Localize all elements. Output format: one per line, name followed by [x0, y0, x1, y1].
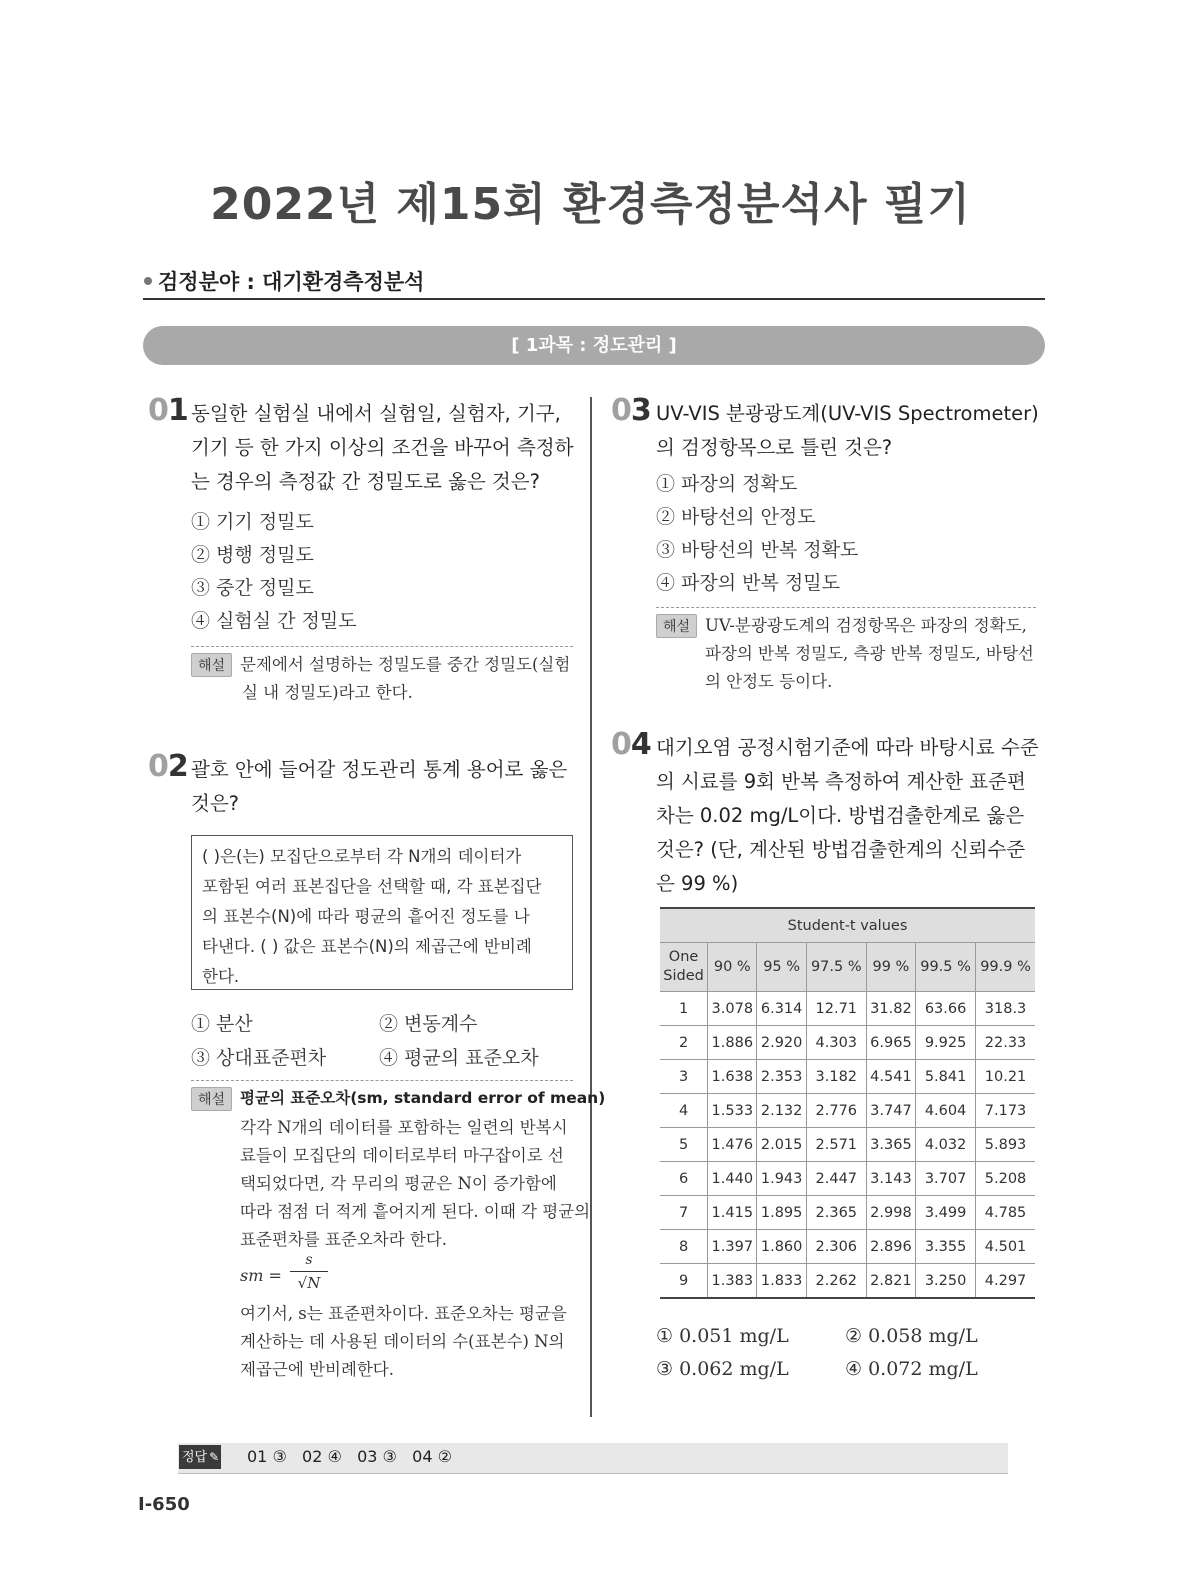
table-cell: 63.66	[916, 992, 976, 1026]
question-line: 괄호 안에 들어갈 정도관리 통계 용어로 옳은	[191, 758, 568, 781]
table-cell: 2.306	[806, 1230, 866, 1264]
table-cell: 3.182	[806, 1060, 866, 1094]
table-corner-header	[660, 943, 708, 992]
table-cell: 318.3	[976, 992, 1035, 1026]
table-row	[660, 1060, 1035, 1094]
explanation-divider	[656, 607, 1036, 608]
formula-denominator: √N	[297, 1274, 321, 1292]
table-cell: 4.785	[976, 1196, 1035, 1230]
table-cell: 1.886	[708, 1026, 757, 1060]
table-row	[660, 1128, 1035, 1162]
table-cell: 4.501	[976, 1230, 1035, 1264]
explanation-line: 계산하는 데 사용된 데이터의 수(표본수) N의	[240, 1332, 565, 1351]
table-cell: 2.821	[866, 1264, 915, 1299]
table-cell: 1.397	[708, 1230, 757, 1264]
table-cell: 2.896	[866, 1230, 915, 1264]
table-row	[660, 1196, 1035, 1230]
table-row-header: 2	[660, 1026, 708, 1060]
table-cell: 3.707	[916, 1162, 976, 1196]
table-cell: 2.998	[866, 1196, 915, 1230]
bullet-icon	[144, 277, 152, 285]
option-3[interactable]: ③ 중간 정밀도	[191, 577, 314, 599]
question-number-03	[611, 393, 651, 428]
option-1[interactable]: ① 기기 정밀도	[191, 511, 314, 533]
option-3[interactable]: ③ 바탕선의 반복 정확도	[656, 539, 859, 561]
explanation-line: 제곱근에 반비례한다.	[240, 1360, 394, 1379]
table-cell: 3.499	[916, 1196, 976, 1230]
explanation-line: 표준편차를 표준오차라 한다.	[240, 1230, 448, 1249]
table-col-header: 99.5 %	[916, 943, 976, 992]
table-cell: 3.365	[866, 1128, 915, 1162]
question-number-prefix: 0	[148, 393, 168, 428]
table-cell: 1.383	[708, 1264, 757, 1299]
question-line: 의 시료를 9회 반복 측정하여 계산한 표준편	[656, 770, 1026, 793]
answer-tag-label: 정답	[182, 1450, 208, 1465]
option-4[interactable]: ④ 평균의 표준오차	[379, 1047, 539, 1069]
corner-line: One	[668, 949, 699, 965]
table-cell: 12.71	[806, 992, 866, 1026]
explanation-02b	[240, 1300, 567, 1384]
question-line: 차는 0.02 mg/L이다. 방법검출한계로 옳은	[656, 804, 1025, 827]
question-number-04	[611, 727, 651, 762]
explanation-tag: 해설	[656, 614, 697, 638]
table-caption: Student-t values	[660, 908, 1035, 943]
table-cell: 4.541	[866, 1060, 915, 1094]
question-number-prefix: 0	[611, 393, 631, 428]
table-cell: 22.33	[976, 1026, 1035, 1060]
explanation-tag: 해설	[191, 653, 232, 677]
table-cell: 3.078	[708, 992, 757, 1026]
option-4[interactable]: ④ 실험실 간 정밀도	[191, 610, 357, 632]
table-row	[660, 1026, 1035, 1060]
table-cell: 31.82	[866, 992, 915, 1026]
question-04-text	[656, 731, 1039, 901]
question-number-01	[148, 393, 188, 428]
table-row-header: 1	[660, 992, 708, 1026]
table-cell: 2.353	[757, 1060, 806, 1094]
question-line: 동일한 실험실 내에서 실험일, 실험자, 기구,	[191, 402, 561, 425]
table-cell: 10.21	[976, 1060, 1035, 1094]
question-line: 대기오염 공정시험기준에 따라 바탕시료 수준	[656, 736, 1039, 759]
option-2[interactable]: ② 변동계수	[379, 1013, 478, 1035]
answer-key: 01 ③ 02 ④ 03 ③ 04 ②	[247, 1447, 452, 1466]
question-line: 는 경우의 측정값 간 정밀도로 옳은 것은?	[191, 470, 540, 493]
explanation-line: 각각 N개의 데이터를 포함하는 일련의 반복시	[240, 1118, 568, 1137]
table-cell: 4.297	[976, 1264, 1035, 1299]
explanation-line: 실 내 정밀도)라고 한다.	[242, 683, 413, 702]
table-cell: 6.965	[866, 1026, 915, 1060]
table-row	[660, 992, 1035, 1026]
question-line: 의 검정항목으로 틀린 것은?	[656, 436, 893, 459]
table-cell: 4.303	[806, 1026, 866, 1060]
table-col-header: 95 %	[757, 943, 806, 992]
table-cell: 3.143	[866, 1162, 915, 1196]
box-line: 타낸다. ( ) 값은 표본수(N)의 제곱근에 반비례	[202, 937, 532, 956]
question-line: UV-VIS 분광광도계(UV-VIS Spectrometer)	[656, 402, 1039, 425]
explanation-line: 의 안정도 등이다.	[705, 672, 833, 691]
option-2[interactable]: ② 병행 정밀도	[191, 544, 314, 566]
table-col-header: 90 %	[708, 943, 757, 992]
option-1[interactable]: ① 파장의 정확도	[656, 473, 798, 495]
explanation-01	[240, 651, 570, 707]
table-row-header: 9	[660, 1264, 708, 1299]
table-cell: 2.132	[757, 1094, 806, 1128]
table-col-header: 97.5 %	[806, 943, 866, 992]
table-cell: 2.262	[806, 1264, 866, 1299]
table-row-header: 5	[660, 1128, 708, 1162]
fraction-bar	[290, 1271, 328, 1272]
table-col-header: 99.9 %	[976, 943, 1035, 992]
subject-bar: [ 1과목 : 정도관리 ]	[143, 326, 1045, 365]
table-body	[660, 992, 1035, 1299]
pencil-icon: ✎	[209, 1450, 220, 1464]
table-row-header: 7	[660, 1196, 708, 1230]
question-number-digit: 3	[630, 393, 651, 428]
table-cell: 7.173	[976, 1094, 1035, 1128]
table-row-header: 4	[660, 1094, 708, 1128]
option-1[interactable]: ① 0.051 mg/L	[656, 1325, 789, 1347]
box-line: 포함된 여러 표본집단을 선택할 때, 각 표본집단	[202, 877, 542, 896]
option-1[interactable]: ① 분산	[191, 1013, 253, 1035]
box-line: 의 표본수(N)에 따라 평균의 흩어진 정도를 나	[202, 907, 530, 926]
option-4[interactable]: ④ 0.072 mg/L	[845, 1358, 978, 1380]
table-row-header: 6	[660, 1162, 708, 1196]
question-number-digit: 2	[167, 749, 188, 784]
field-heading	[144, 266, 424, 296]
question-02-box	[191, 835, 573, 990]
explanation-tag: 해설	[191, 1087, 232, 1111]
box-line: 한다.	[202, 967, 240, 986]
table-cell: 4.032	[916, 1128, 976, 1162]
question-line: 것은?	[191, 792, 240, 815]
explanation-divider	[191, 646, 573, 647]
option-4[interactable]: ④ 파장의 반복 정밀도	[656, 572, 840, 594]
table-cell: 3.747	[866, 1094, 915, 1128]
column-divider	[590, 397, 592, 1417]
table-cell: 1.860	[757, 1230, 806, 1264]
explanation-02	[240, 1114, 590, 1254]
question-number-prefix: 0	[148, 749, 168, 784]
explanation-heading: 평균의 표준오차(sm, standard error of mean)	[240, 1089, 606, 1107]
table-cell: 2.365	[806, 1196, 866, 1230]
table-cell: 1.833	[757, 1264, 806, 1299]
table-cell: 2.776	[806, 1094, 866, 1128]
formula-numerator: s	[305, 1252, 313, 1268]
table-cell: 5.208	[976, 1162, 1035, 1196]
answer-tag	[179, 1445, 221, 1469]
table-cell: 2.015	[757, 1128, 806, 1162]
question-number-digit: 1	[167, 393, 188, 428]
question-02-text	[191, 753, 567, 821]
table-cell: 6.314	[757, 992, 806, 1026]
question-number-digit: 4	[630, 727, 651, 762]
table-row-header: 8	[660, 1230, 708, 1264]
question-01-text	[191, 397, 573, 499]
heading-rule	[143, 298, 1045, 300]
explanation-divider	[191, 1080, 573, 1081]
table-col-header: 99 %	[866, 943, 915, 992]
explanation-line: 따라 점점 더 적게 흩어지게 된다. 이때 각 평균의	[240, 1202, 591, 1221]
corner-line: Sided	[663, 968, 704, 984]
question-number-prefix: 0	[611, 727, 631, 762]
explanation-line: UV-분광광도계의 검정항목은 파장의 정확도,	[705, 616, 1027, 635]
table-row	[660, 1094, 1035, 1128]
table-cell: 1.638	[708, 1060, 757, 1094]
table-cell: 1.440	[708, 1162, 757, 1196]
box-line: ( )은(는) 모집단으로부터 각 N개의 데이터가	[202, 847, 522, 866]
table-cell: 3.355	[916, 1230, 976, 1264]
table-row	[660, 1264, 1035, 1299]
table-cell: 3.250	[916, 1264, 976, 1299]
table-row	[660, 1230, 1035, 1264]
option-3[interactable]: ③ 상대표준편차	[191, 1047, 327, 1069]
explanation-line: 파장의 반복 정밀도, 측광 반복 정밀도, 바탕선	[705, 644, 1034, 663]
table-cell: 5.841	[916, 1060, 976, 1094]
question-03-options	[656, 468, 858, 600]
formula-lhs: sm =	[240, 1266, 282, 1285]
question-number-02	[148, 749, 188, 784]
option-2[interactable]: ② 바탕선의 안정도	[656, 506, 816, 528]
table-cell: 2.571	[806, 1128, 866, 1162]
table-cell: 1.476	[708, 1128, 757, 1162]
page-title: 2022년 제15회 환경측정분석사 필기	[210, 179, 971, 230]
table-row	[660, 1162, 1035, 1196]
table-cell: 4.604	[916, 1094, 976, 1128]
table-cell: 1.895	[757, 1196, 806, 1230]
option-2[interactable]: ② 0.058 mg/L	[845, 1325, 978, 1347]
table-cell: 9.925	[916, 1026, 976, 1060]
question-line: 기기 등 한 가지 이상의 조건을 바꾸어 측정하	[191, 436, 574, 459]
explanation-03	[705, 612, 1034, 696]
question-01-options	[191, 506, 357, 638]
table-cell: 5.893	[976, 1128, 1035, 1162]
table-cell: 1.533	[708, 1094, 757, 1128]
explanation-line: 문제에서 설명하는 정밀도를 중간 정밀도(실험	[240, 655, 571, 674]
field-label: 검정분야 : 대기환경측정분석	[158, 270, 425, 294]
table-cell: 1.415	[708, 1196, 757, 1230]
table-cell: 1.943	[757, 1162, 806, 1196]
table-row-header: 3	[660, 1060, 708, 1094]
explanation-line: 택되었다면, 각 무리의 평균은 N이 증가함에	[240, 1174, 557, 1193]
question-03-text	[656, 397, 1039, 465]
table-cell: 2.447	[806, 1162, 866, 1196]
explanation-line: 여기서, s는 표준편차이다. 표준오차는 평균을	[240, 1304, 567, 1323]
page-number: I-650	[138, 1494, 190, 1515]
table-cell: 2.920	[757, 1026, 806, 1060]
explanation-line: 료들이 모집단의 데이터로부터 마구잡이로 선	[240, 1146, 564, 1165]
question-line: 것은? (단, 계산된 방법검출한계의 신뢰수준	[656, 838, 1026, 861]
student-t-table	[660, 907, 1035, 1299]
question-line: 은 99 %)	[656, 872, 739, 895]
option-3[interactable]: ③ 0.062 mg/L	[656, 1358, 789, 1380]
